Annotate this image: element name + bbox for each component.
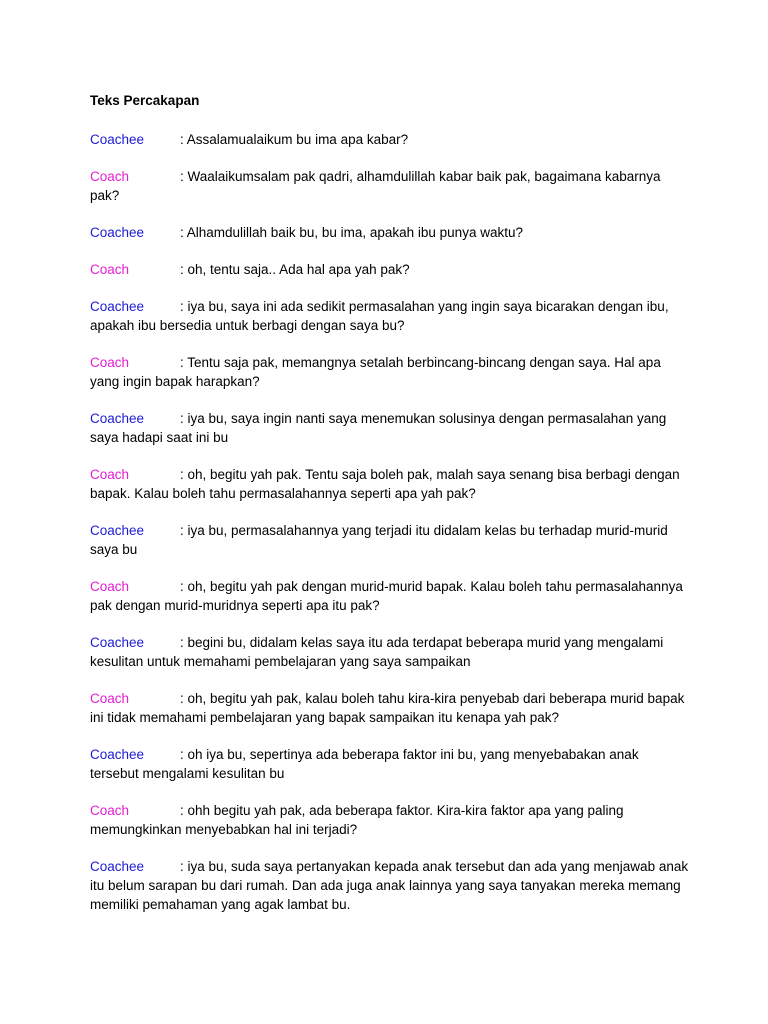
speaker-label: Coach — [90, 579, 130, 594]
dialog-text: : oh, tentu saja.. Ada hal apa yah pak? — [180, 262, 410, 277]
dialog-line — [90, 130, 690, 149]
dialog-text: : oh, begitu yah pak. Tentu saja boleh pak, malah saya senang bisa berbagi dengan bapak. Kalau boleh tahu permasalahannya seperti apa yah pak? — [90, 467, 680, 501]
speaker-label: Coach — [90, 803, 130, 818]
dialog-line — [90, 353, 690, 391]
speaker-label: Coachee — [90, 411, 145, 426]
dialog-line — [90, 745, 690, 783]
dialog-text: : oh iya bu, sepertinya ada beberapa faktor ini bu, yang menyebabakan anak tersebut mengalami kesulitan bu — [90, 747, 639, 781]
document-title: Teks Percakapan — [90, 93, 200, 108]
speaker-label: Coachee — [90, 523, 145, 538]
dialog-line — [90, 577, 690, 615]
dialog-list — [90, 130, 690, 914]
dialog-text: : Tentu saja pak, memangnya setalah berbincang-bincang dengan saya. Hal apa yang ingin bapak harapkan? — [90, 355, 661, 389]
dialog-text: : oh, begitu yah pak, kalau boleh tahu kira-kira penyebab dari beberapa murid bapak ini tidak memahami pembelajaran yang bapak sampaikan itu kenapa yah pak? — [90, 691, 685, 725]
speaker-label: Coach — [90, 691, 130, 706]
dialog-text: : Assalamualaikum bu ima apa kabar? — [180, 132, 409, 147]
dialog-line — [90, 801, 690, 839]
dialog-text: : iya bu, saya ingin nanti saya menemukan solusinya dengan permasalahan yang saya hadapi saat ini bu — [90, 411, 667, 445]
dialog-line — [90, 297, 690, 335]
dialog-text: : iya bu, suda saya pertanyakan kepada anak tersebut dan ada yang menjawab anak itu belum sarapan bu dari rumah. Dan ada juga anak lainnya yang saya tanyakan mereka memang memiliki pemahaman yang agak lambat bu. — [90, 859, 689, 912]
document-page — [90, 93, 690, 932]
speaker-label: Coach — [90, 355, 130, 370]
speaker-label: Coach — [90, 169, 130, 184]
dialog-line — [90, 857, 690, 914]
speaker-label: Coachee — [90, 225, 145, 240]
dialog-line — [90, 167, 690, 205]
dialog-text: : oh, begitu yah pak dengan murid-murid bapak. Kalau boleh tahu permasalahannya pak dengan murid-muridnya seperti apa itu pak? — [90, 579, 683, 613]
dialog-line — [90, 465, 690, 503]
dialog-text: : Alhamdulillah baik bu, bu ima, apakah ibu punya waktu? — [180, 225, 523, 240]
dialog-line — [90, 689, 690, 727]
dialog-line — [90, 521, 690, 559]
dialog-line — [90, 260, 690, 279]
speaker-label: Coach — [90, 262, 130, 277]
speaker-label: Coachee — [90, 859, 145, 874]
speaker-label: Coachee — [90, 635, 145, 650]
dialog-line — [90, 633, 690, 671]
speaker-label: Coach — [90, 467, 130, 482]
speaker-label: Coachee — [90, 132, 145, 147]
speaker-label: Coachee — [90, 299, 145, 314]
dialog-text: : Waalaikumsalam pak qadri, alhamdulillah kabar baik pak, bagaimana kabarnya pak? — [90, 169, 661, 203]
dialog-text: : iya bu, permasalahannya yang terjadi itu didalam kelas bu terhadap murid-murid saya bu — [90, 523, 668, 557]
dialog-text: : begini bu, didalam kelas saya itu ada terdapat beberapa murid yang mengalami kesulitan untuk memahami pembelajaran yang saya sampaikan — [90, 635, 664, 669]
dialog-line — [90, 223, 690, 242]
dialog-line — [90, 409, 690, 447]
dialog-text: : iya bu, saya ini ada sedikit permasalahan yang ingin saya bicarakan dengan ibu, apakah ibu bersedia untuk berbagi dengan saya bu? — [90, 299, 669, 333]
speaker-label: Coachee — [90, 747, 145, 762]
dialog-text: : ohh begitu yah pak, ada beberapa faktor. Kira-kira faktor apa yang paling memungkinkan menyebabkan hal ini terjadi? — [90, 803, 624, 837]
